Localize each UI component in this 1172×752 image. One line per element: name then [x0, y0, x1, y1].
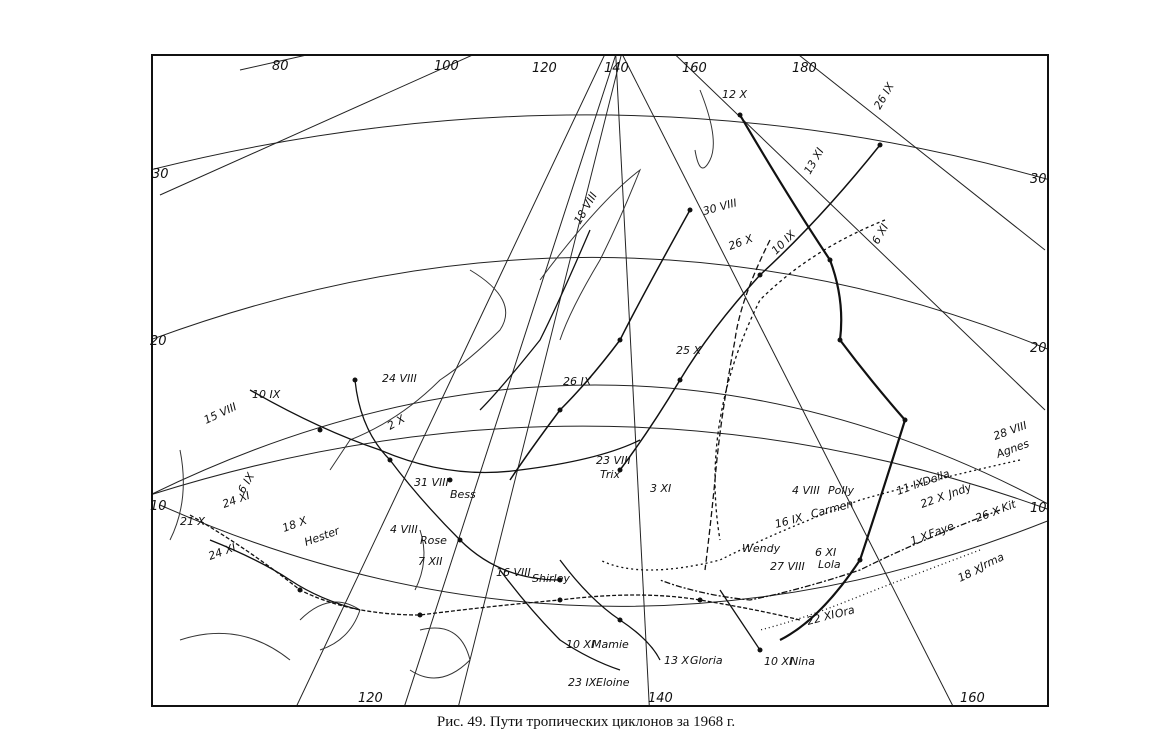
track-label: 24 XI: [206, 540, 238, 563]
track-label: 25 X: [676, 344, 702, 357]
track-label: 3 XI: [650, 482, 672, 495]
track-label: 23 VIII: [596, 454, 631, 467]
lon-label: 160: [960, 691, 985, 706]
track-label: Gloria: [690, 654, 723, 667]
track-label: 13 X: [664, 654, 690, 667]
track-label: 18 VIII: [571, 189, 600, 227]
track-label: 4 VIII: [792, 484, 820, 497]
track-label: Bess: [450, 488, 476, 501]
track-label: Della: [920, 466, 952, 489]
track-label: Agnes: [994, 436, 1031, 461]
lon-label: 120: [532, 61, 557, 76]
track-label: 30 VIII: [701, 196, 739, 218]
track-label: Carmen: [809, 497, 855, 521]
track-label: 24 XI: [220, 488, 252, 511]
track-label: 6 XI: [869, 221, 892, 247]
track-label: 31 VIII: [414, 476, 449, 489]
track-label: 6 IX: [235, 470, 258, 496]
lon-label: 80: [272, 59, 289, 74]
lon-label: 120: [358, 691, 383, 706]
track-label: 26 IX: [563, 375, 592, 388]
track-label: Faye: [926, 519, 956, 541]
coastlines: [170, 90, 713, 678]
track-label: 6 XI: [815, 546, 837, 559]
lon-label: 160: [682, 61, 707, 76]
cyclone-tracks: [190, 115, 1020, 670]
track-label: 1 X: [908, 529, 930, 548]
track-label: 16 IX: [773, 511, 805, 531]
lat-label: 20: [1030, 341, 1047, 356]
track-label: 22 X: [918, 490, 947, 511]
track-label: 7 XII: [418, 555, 443, 568]
lat-label: 30: [1030, 172, 1047, 187]
track-label: 15 VIII: [201, 400, 239, 427]
latitude-grid: [150, 0, 1050, 606]
track-label: 10 IX: [768, 227, 799, 258]
track-label: 13 XI: [801, 145, 827, 177]
map-frame: [152, 55, 1048, 706]
track-label: 26 X: [973, 504, 1002, 525]
track-label: Polly: [828, 484, 854, 497]
track-label: Nina: [790, 655, 815, 668]
track-label: 10 XI: [764, 655, 793, 668]
track-label: 27 VIII: [770, 560, 805, 573]
track-label: 21 X: [180, 515, 206, 528]
lon-label: 180: [792, 61, 817, 76]
track-label: Eloine: [596, 676, 630, 689]
track-label: 12 X: [722, 88, 748, 101]
track-label: 18 X: [955, 562, 984, 585]
track-label: Rose: [420, 534, 447, 547]
track-label: 10 IX: [252, 388, 281, 401]
lon-label: 100: [434, 59, 459, 74]
track-label: Trix: [600, 468, 620, 481]
track-label: Shirley: [532, 572, 570, 585]
track-label: 10 XI: [566, 638, 595, 651]
lon-label: 140: [648, 691, 673, 706]
track-label: 11 IX: [894, 475, 926, 498]
track-label: 24 VIII: [382, 372, 417, 385]
track-label: 4 VIII: [390, 523, 418, 536]
track-label: 26 IX: [871, 80, 897, 112]
track-label: Jndy: [946, 480, 974, 501]
lat-label: 10: [1030, 501, 1047, 516]
track-label: 22 XI: [805, 608, 837, 628]
axis-labels: [150, 59, 1047, 706]
lon-label: 140: [604, 61, 629, 76]
track-label: Ora: [833, 603, 857, 621]
track-label: 18 X: [280, 514, 309, 535]
track-label: 26 X: [726, 232, 755, 253]
lat-label: 20: [150, 334, 167, 349]
longitude-grid: [160, 0, 1045, 720]
track-label: Hester: [302, 524, 342, 549]
track-label: 23 IX: [568, 676, 597, 689]
track-label: Lola: [818, 558, 841, 571]
track-label: 2 X: [385, 412, 408, 433]
lat-label: 10: [150, 499, 167, 514]
track-label: Mamie: [592, 638, 629, 651]
lat-label: 30: [152, 167, 169, 182]
track-label: Kit: [999, 497, 1018, 515]
track-label: 28 VIII: [991, 418, 1029, 443]
figure-caption: Рис. 49. Пути тропических циклонов за 1968 г.: [436, 714, 736, 730]
track-label: Jrma: [977, 550, 1007, 573]
track-label: Wendy: [742, 542, 781, 555]
track-label: 16 VIII: [496, 566, 531, 579]
